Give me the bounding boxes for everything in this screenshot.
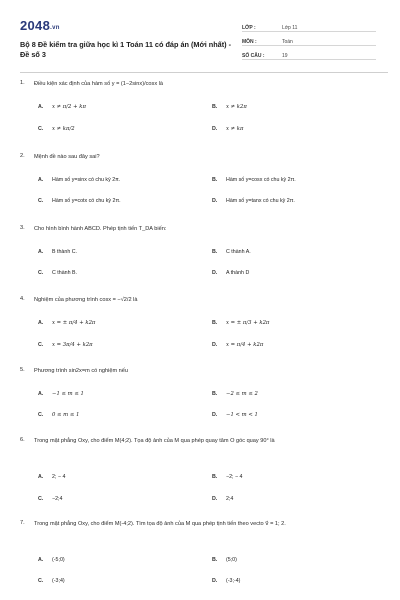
option-6d[interactable]: D. 2;4 [212, 496, 234, 502]
question-2: 2. Mệnh đề nào sau đây sai? [20, 153, 100, 160]
document-meta [242, 18, 376, 60]
option-3d[interactable]: D. A thành D [212, 270, 250, 276]
option-2b[interactable]: B. Hàm số y=cosx có chu kỳ 2π. [212, 177, 296, 183]
option-6c[interactable]: C. −2;4 [38, 496, 63, 502]
question-text: Điều kiện xác định của hàm số y = (1−2sinx)/cosx là [34, 81, 164, 87]
document-header [20, 10, 388, 74]
question-text: Nghiệm của phương trình cosx = −√2/2 là [34, 297, 138, 303]
question-3: 3. Cho hình bình hành ABCD. Phép tịnh tiến T_DA biến: [20, 225, 167, 232]
option-1a[interactable]: A. x ≠ π/2 + kπ [38, 104, 86, 110]
option-1d[interactable]: D. x ≠ kπ [212, 126, 244, 132]
question-text: Trong mặt phẳng Oxy, cho điểm M(-4;2). Tìm tọa độ ảnh của M qua phép tịnh tiến theo vecto v⃗ = 1; 2. [34, 521, 286, 527]
question-text: Mệnh đề nào sau đây sai? [34, 154, 100, 160]
option-5c[interactable]: C. 0 ≤ m ≤ 1 [38, 412, 80, 418]
option-7b[interactable]: B. (5;0) [212, 557, 237, 563]
option-1c[interactable]: C. x ≠ kπ/2 [38, 126, 75, 132]
option-4b[interactable]: B. x = ± π/3 + k2π [212, 320, 270, 326]
option-4d[interactable]: D. x = π/4 + k2π [212, 342, 264, 348]
option-7c[interactable]: C. (-3;4) [38, 578, 65, 584]
option-4a[interactable]: A. x = ± π/4 + k2π [38, 320, 96, 326]
option-2d[interactable]: D. Hàm số y=tanx có chu kỳ 2π. [212, 198, 295, 204]
option-2c[interactable]: C. Hàm số y=cotx có chu kỳ 2π. [38, 198, 121, 204]
question-1: 1. Điều kiện xác định của hàm số y = (1−2sinx)/cosx là [20, 80, 164, 87]
option-4c[interactable]: C. x = 3π/4 + k2π [38, 342, 93, 348]
option-7a[interactable]: A. (-5;0) [38, 557, 65, 563]
document-title: Bộ 8 Đề kiểm tra giữa học kì 1 Toán 11 có đáp án (Mới nhất) - Đề số 3 [20, 40, 232, 59]
option-6a[interactable]: A. 2; − 4 [38, 474, 66, 480]
header-divider [20, 72, 388, 73]
option-3a[interactable]: A. B thành C. [38, 249, 78, 255]
site-logo[interactable]: 2048.vn [20, 18, 60, 33]
option-7d[interactable]: D. (-3;-4) [212, 578, 241, 584]
option-6b[interactable]: B. −2; − 4 [212, 474, 243, 480]
option-5d[interactable]: D. −1 < m < 1 [212, 412, 258, 418]
option-5a[interactable]: A. −1 ≤ m ≤ 1 [38, 391, 84, 397]
question-text: Phương trình sin2x=m có nghiệm nếu [34, 368, 129, 374]
question-text: Trong mặt phẳng Oxy, cho điểm M(4;2). Tọa độ ảnh của M qua phép quay tâm O góc quay 90° là [34, 438, 275, 444]
option-1b[interactable]: B. x ≠ k2π [212, 104, 247, 110]
question-6: 6. Trong mặt phẳng Oxy, cho điểm M(4;2). Tọa độ ảnh của M qua phép quay tâm O góc quay 90° là [20, 437, 275, 444]
option-5b[interactable]: B. −2 ≤ m ≤ 2 [212, 391, 258, 397]
question-5: 5. Phương trình sin2x=m có nghiệm nếu [20, 367, 129, 374]
meta-row-subject: MÔN : Toán [242, 32, 376, 46]
option-2a[interactable]: A. Hàm số y=sinx có chu kỳ 2π. [38, 177, 121, 183]
question-text: Cho hình bình hành ABCD. Phép tịnh tiến T_DA biến: [34, 226, 167, 232]
question-7: 7. Trong mặt phẳng Oxy, cho điểm M(-4;2). Tìm tọa độ ảnh của M qua phép tịnh tiến theo vecto v⃗ = 1; 2. [20, 520, 286, 527]
meta-row-count: SỐ CÂU : 19 [242, 46, 376, 60]
meta-row-class: LỚP : Lớp 11 [242, 18, 376, 32]
question-4: 4. Nghiệm của phương trình cosx = −√2/2 là [20, 296, 138, 303]
option-3c[interactable]: C. C thành B. [38, 270, 78, 276]
option-3b[interactable]: B. C thành A. [212, 249, 251, 255]
